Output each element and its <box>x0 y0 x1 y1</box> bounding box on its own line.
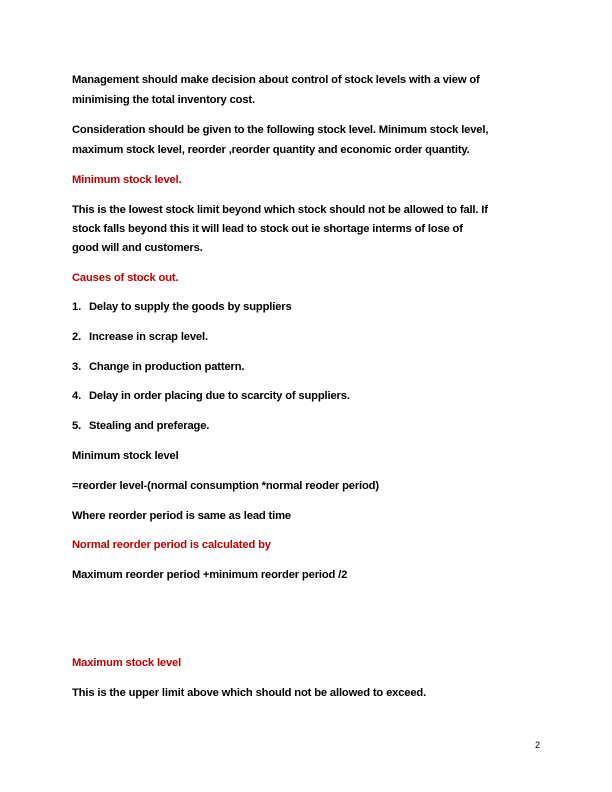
formula-label: Minimum stock level <box>72 450 179 462</box>
cause-text: Delay to supply the goods by suppliers <box>89 301 292 313</box>
cause-item-1 <box>72 297 292 317</box>
cause-number: 2. <box>72 331 82 343</box>
consideration-line-1: Consideration should be given to the following stock level. Minimum stock level, <box>72 124 489 136</box>
cause-number: 3. <box>72 361 82 373</box>
minimum-stock-heading: Minimum stock level. <box>72 174 182 186</box>
cause-text: Delay in order placing due to scarcity of suppliers. <box>89 390 350 402</box>
maximum-stock-definition: This is the upper limit above which should not be allowed to exceed. <box>72 687 427 699</box>
causes-heading: Causes of stock out. <box>72 272 179 284</box>
minimum-definition-line-1: This is the lowest stock limit beyond which stock should not be allowed to fall. If <box>72 204 488 216</box>
maximum-stock-heading: Maximum stock level <box>72 657 182 669</box>
lead-time-note: Where reorder period is same as lead time <box>72 510 291 522</box>
consideration-line-2: maximum stock level, reorder ,reorder quantity and economic order quantity. <box>72 144 470 156</box>
cause-number: 4. <box>72 390 82 402</box>
intro-line-1: Management should make decision about control of stock levels with a view of <box>72 74 480 86</box>
minimum-definition-line-2: stock falls beyond this it will lead to stock out ie shortage interms of lose of <box>72 223 463 235</box>
intro-line-2: minimising the total inventory cost. <box>72 94 255 106</box>
page-number: 2 <box>534 740 540 750</box>
minimum-formula: =reorder level-(normal consumption *normal reoder period) <box>72 480 379 492</box>
cause-item-5 <box>72 416 209 436</box>
normal-reorder-heading: Normal reorder period is calculated by <box>72 539 271 551</box>
cause-item-2 <box>72 327 208 347</box>
cause-text: Stealing and preferage. <box>89 420 210 432</box>
cause-number: 1. <box>72 301 82 313</box>
cause-item-4 <box>72 386 350 406</box>
minimum-definition-line-3: good will and customers. <box>72 242 203 254</box>
cause-number: 5. <box>72 420 82 432</box>
cause-item-3 <box>72 357 244 377</box>
cause-text: Increase in scrap level. <box>89 331 208 343</box>
normal-reorder-formula: Maximum reorder period +minimum reorder period /2 <box>72 569 348 581</box>
cause-text: Change in production pattern. <box>89 361 245 373</box>
